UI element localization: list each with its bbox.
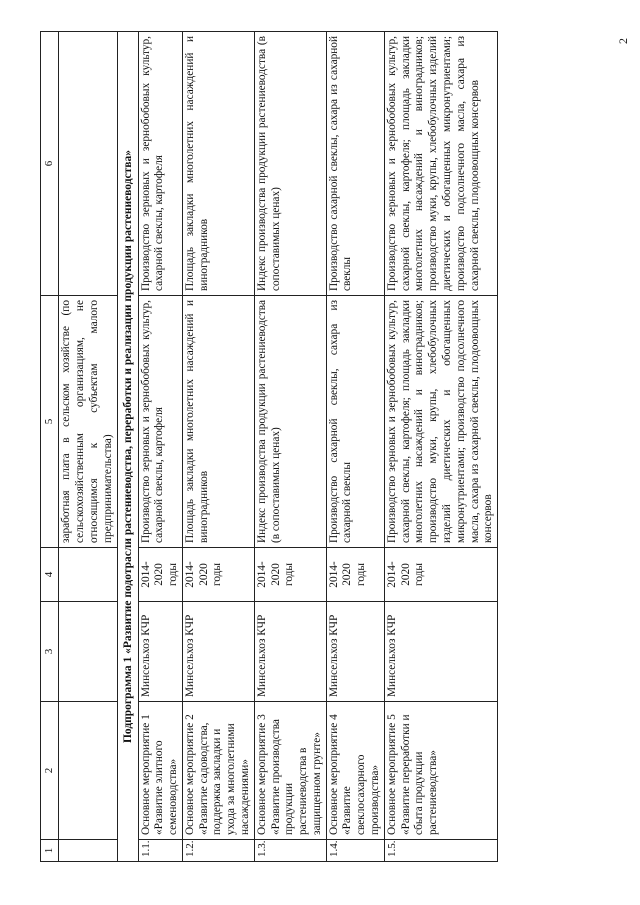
result: Индекс производства продукции растениеводства (в сопоставимых ценах) [254,296,326,548]
table-row [182,32,254,862]
column-header: 3 [41,602,59,702]
row-number: 1.2. [182,840,254,862]
column-header: 6 [41,32,59,296]
table-row [138,32,182,862]
column-header: 4 [41,548,59,602]
result: Площадь закладки многолетних насаждений и виноградников [182,296,254,548]
result: Производство зерновых и зернобобовых культур, сахарной свеклы, картофеля [138,296,182,548]
period: 2014-2020 годы [384,548,497,602]
row-number: 1.1. [138,840,182,862]
period: 2014-2020 годы [254,548,326,602]
measure-name: Основное мероприятие 3 «Развитие производства продукции растениеводства в защищенном грунте» [254,702,326,840]
period: 2014-2020 годы [182,548,254,602]
executor: Минсельхоз КЧР [326,602,384,702]
period: 2014-2020 годы [326,548,384,602]
table-row [254,32,326,862]
subprogram-title: Подпрограмма 1 «Развитие подотрасли растениеводства, переработки и реализации продукции растениеводства» [117,32,138,862]
rotated-table-wrapper [40,32,608,862]
row-number: 1.5. [384,840,497,862]
row-number: 1.3. [254,840,326,862]
program-table [40,31,498,862]
continuation-row [59,32,117,862]
result: Производство сахарной свеклы, сахара из сахарной свеклы [326,296,384,548]
executor: Минсельхоз КЧР [138,602,182,702]
table-row [384,32,497,862]
result: Производство зерновых и зернобобовых культур, сахарной свеклы, картофеля; площадь закладки многолетних насаждений и виноградников; производство муки, крупы, хлебобулочных изделий диетических и обогащенных микронутриентами; производство подсолнечного масла, сахара из сахарной свеклы, плодоовощных консервов [384,296,497,548]
row-number: 1.4. [326,840,384,862]
subprogram-row [117,32,138,862]
indicators: Производство зерновых и зернобобовых культур, сахарной свеклы, картофеля; площадь закладки многолетних насаждений и виноградников; производство муки, крупы, хлебобулочных изделий диетических и обогащенных микронутриентами; производство подсолнечного масла, сахара из сахарной свеклы, плодоовощных консервов [384,32,497,296]
indicators: Производство зерновых и зернобобовых культур, сахарной свеклы, картофеля [138,32,182,296]
indicators: Площадь закладки многолетних насаждений и виноградников [182,32,254,296]
indicators: Индекс производства продукции растениеводства (в сопоставимых ценах) [254,32,326,296]
column-header: 5 [41,296,59,548]
table-row [326,32,384,862]
column-header: 1 [41,840,59,862]
measure-name: Основное мероприятие 5 «Развитие переработки и сбыта продукции растениеводства» [384,702,497,840]
measure-name: Основное мероприятие 4 «Развитие свеклосахарного производства» [326,702,384,840]
column-header: 2 [41,702,59,840]
executor: Минсельхоз КЧР [254,602,326,702]
measure-name: Основное мероприятие 2 «Развитие садоводства, поддержка закладки и ухода за многолетними насаждениями» [182,702,254,840]
measure-name: Основное мероприятие 1 «Развитие элитного семеноводства» [138,702,182,840]
period: 2014-2020 годы [138,548,182,602]
continued-result-cell: заработная плата в сельском хозяйстве (по сельскохозяйственным организациям, не относящимся к субъектам малого предпринимательства) [59,296,117,548]
column-number-row [41,32,59,862]
executor: Минсельхоз КЧР [384,602,497,702]
indicators: Производство сахарной свеклы, сахара из сахарной свеклы [326,32,384,296]
page-number: 2 [616,38,630,44]
executor: Минсельхоз КЧР [182,602,254,702]
